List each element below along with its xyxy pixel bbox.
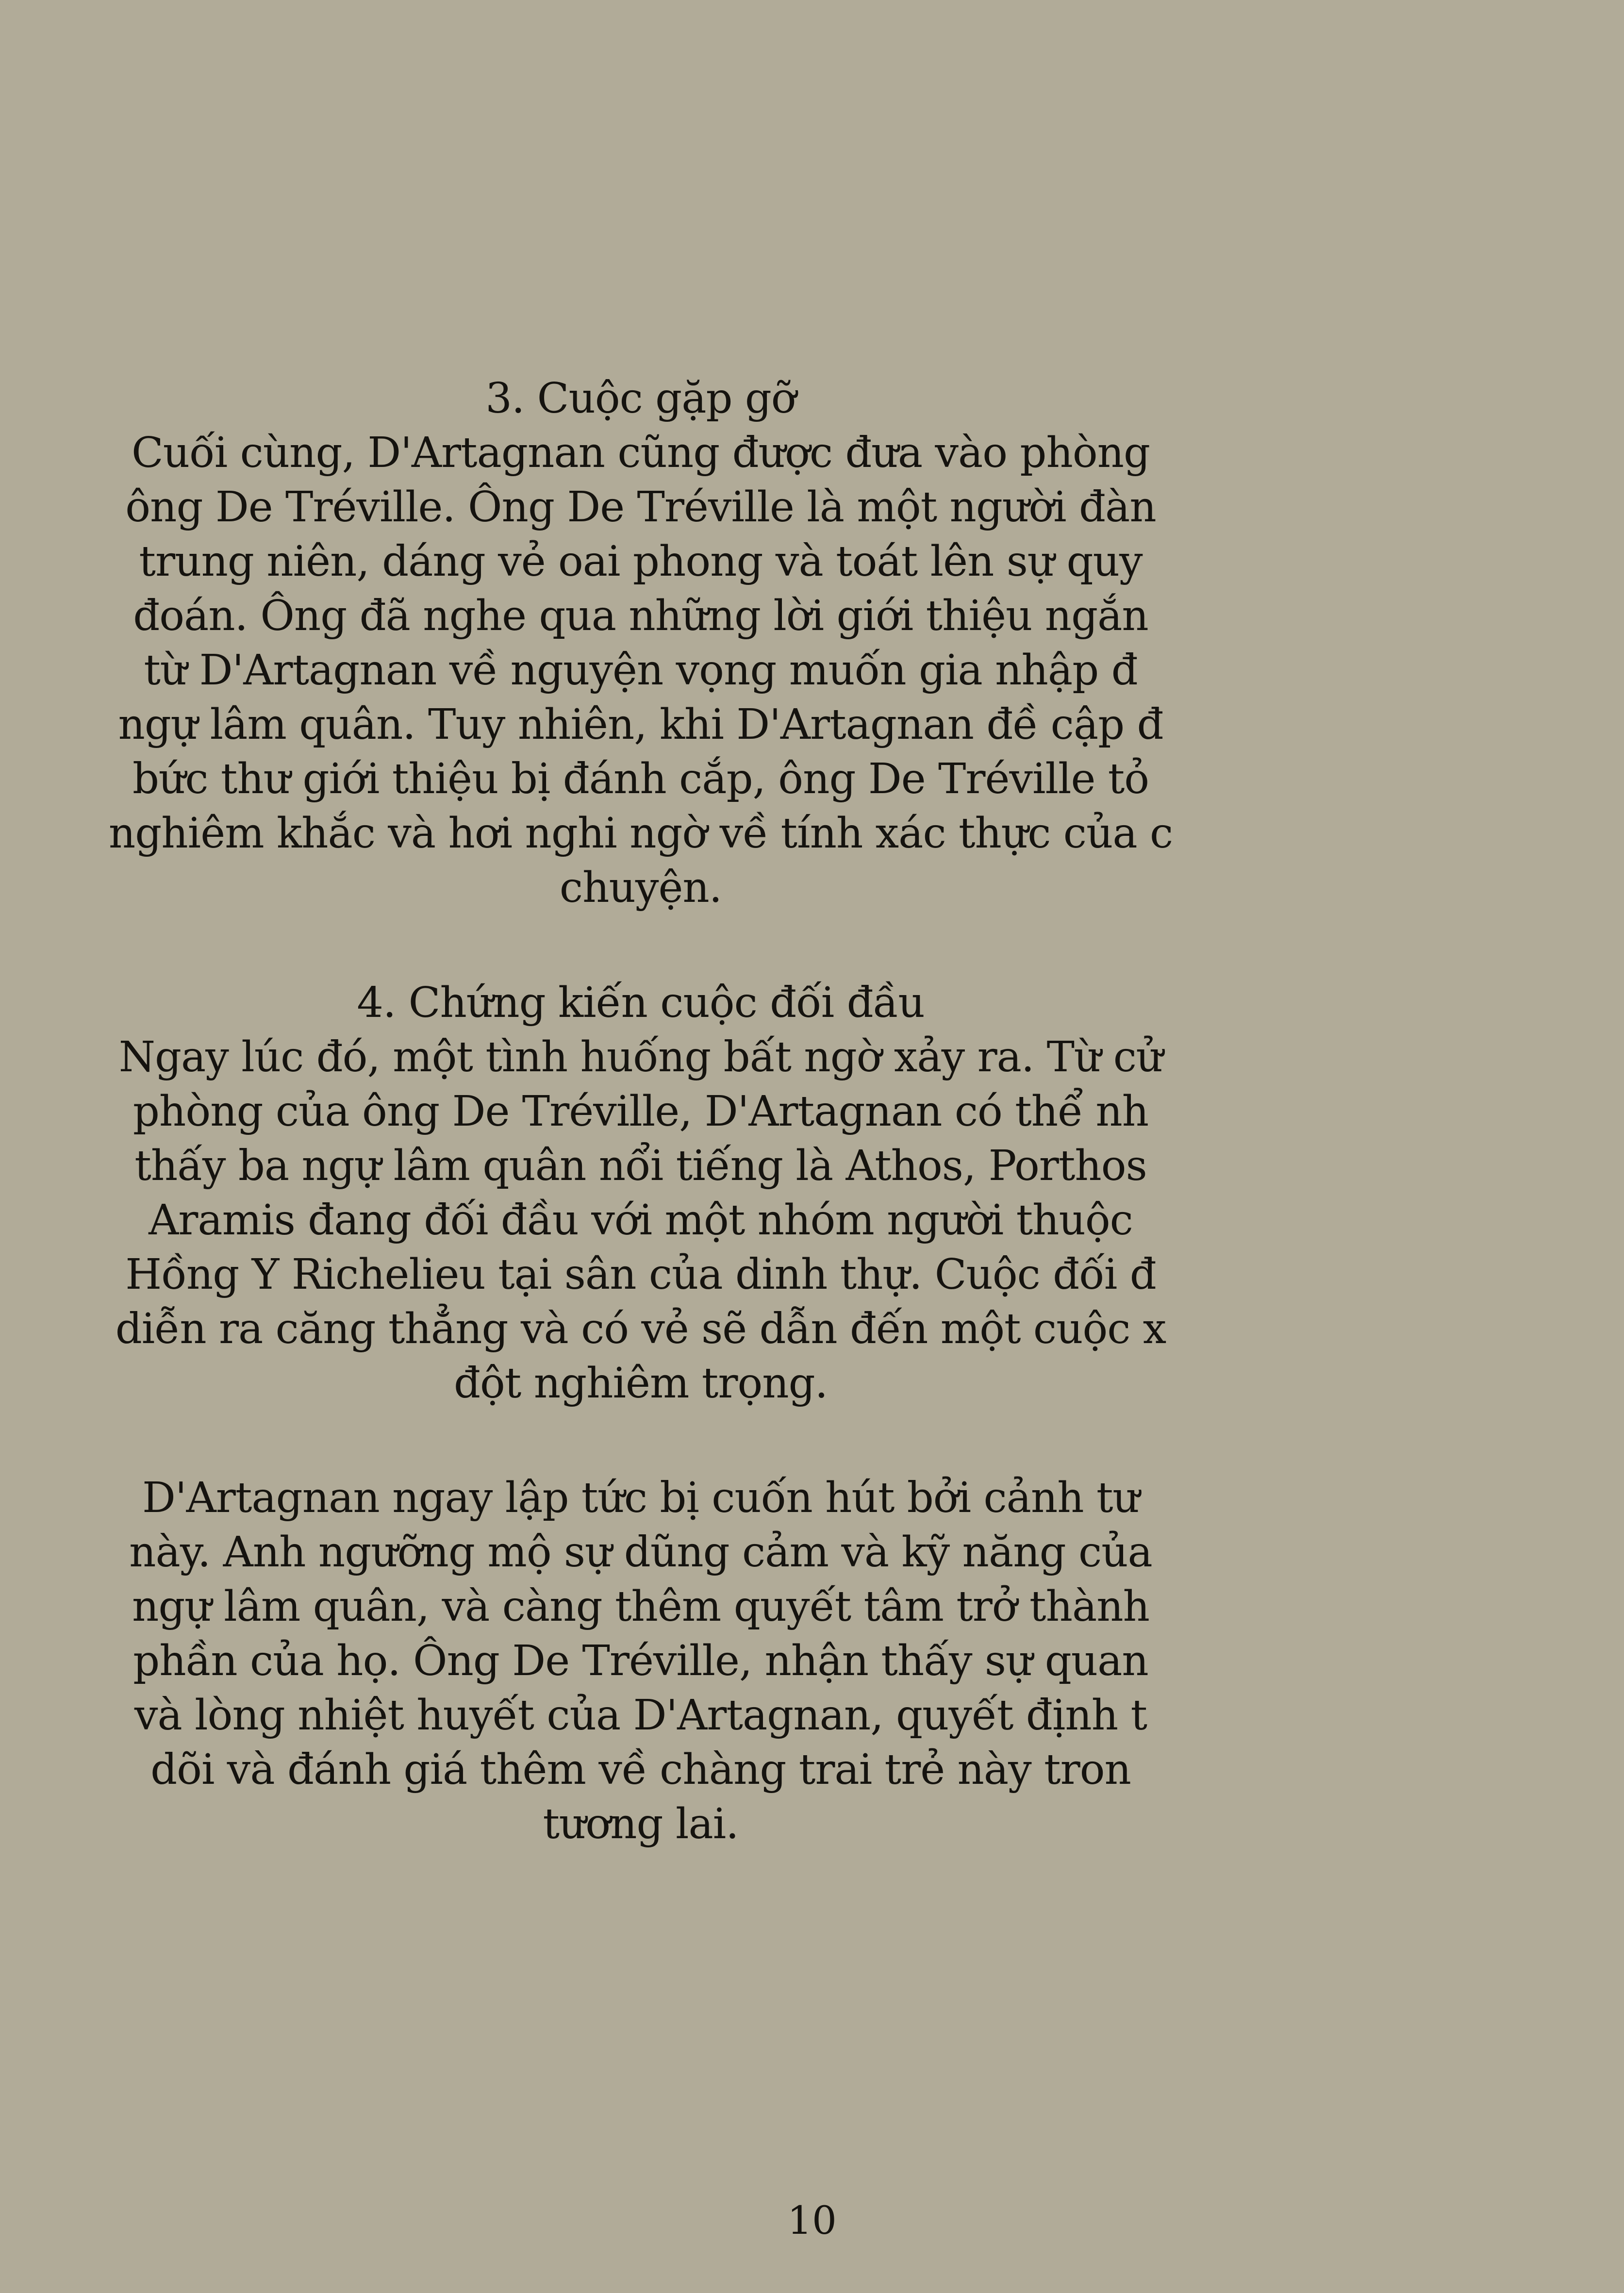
section-5 <box>0 1471 1281 1851</box>
section-3-line: chuyện. <box>559 864 722 912</box>
section-4-line: Ngay lúc đó, một tình huống bất ngờ xảy ra. Từ cử <box>118 1033 1163 1081</box>
section-3-line: nghiêm khắc và hơi nghi ngờ về tính xác thực của c <box>108 809 1173 858</box>
section-5-line: ngự lâm quân, và càng thêm quyết tâm trở thành <box>132 1582 1150 1631</box>
section-3-line: trung niên, dáng vẻ oai phong và toát lên sự quy <box>139 537 1143 586</box>
section-5-line: và lòng nhiệt huyết của D'Artagnan, quyết định t <box>134 1691 1147 1740</box>
section-5-line: phần của họ. Ông De Tréville, nhận thấy sự quan <box>133 1637 1148 1685</box>
section-5-line: này. Anh ngưỡng mộ sự dũng cảm và kỹ năng của <box>129 1528 1152 1577</box>
section-4-heading: 4. Chứng kiến cuộc đối đầu <box>357 979 925 1027</box>
section-3-line: từ D'Artagnan về nguyện vọng muốn gia nhập đ <box>144 646 1138 695</box>
section-3-heading: 3. Cuộc gặp gỡ <box>485 374 796 423</box>
section-3 <box>0 371 1281 915</box>
section-4-line: Aramis đang đối đầu với một nhóm người thuộc <box>149 1196 1133 1245</box>
section-4-line: diễn ra căng thẳng và có vẻ sẽ dẫn đến một cuộc x <box>115 1305 1166 1353</box>
section-3-line: đoán. Ông đã nghe qua những lời giới thiệu ngắn <box>133 592 1148 640</box>
section-4-line: phòng của ông De Tréville, D'Artagnan có thể nh <box>133 1087 1149 1136</box>
section-5-line: dõi và đánh giá thêm về chàng trai trẻ này tron <box>150 1745 1131 1794</box>
section-3-line: bức thư giới thiệu bị đánh cắp, ông De Tréville tỏ <box>132 755 1149 803</box>
section-4-line: đột nghiêm trọng. <box>453 1359 828 1408</box>
section-3-line: Cuối cùng, D'Artagnan cũng được đưa vào phòng <box>131 429 1150 477</box>
section-4 <box>0 976 1281 1411</box>
section-3-line: ngự lâm quân. Tuy nhiên, khi D'Artagnan đề cập đ <box>118 700 1163 749</box>
section-4-line: thấy ba ngự lâm quân nổi tiếng là Athos, Porthos <box>134 1142 1147 1190</box>
section-5-line: D'Artagnan ngay lập tức bị cuốn hút bởi cảnh tư <box>142 1474 1139 1522</box>
page-number: 10 <box>787 2198 837 2243</box>
section-3-line: ông De Tréville. Ông De Tréville là một người đàn <box>125 483 1156 532</box>
section-4-line: Hồng Y Richelieu tại sân của dinh thự. Cuộc đối đ <box>125 1250 1156 1299</box>
section-5-line: tương lai. <box>543 1800 739 1848</box>
